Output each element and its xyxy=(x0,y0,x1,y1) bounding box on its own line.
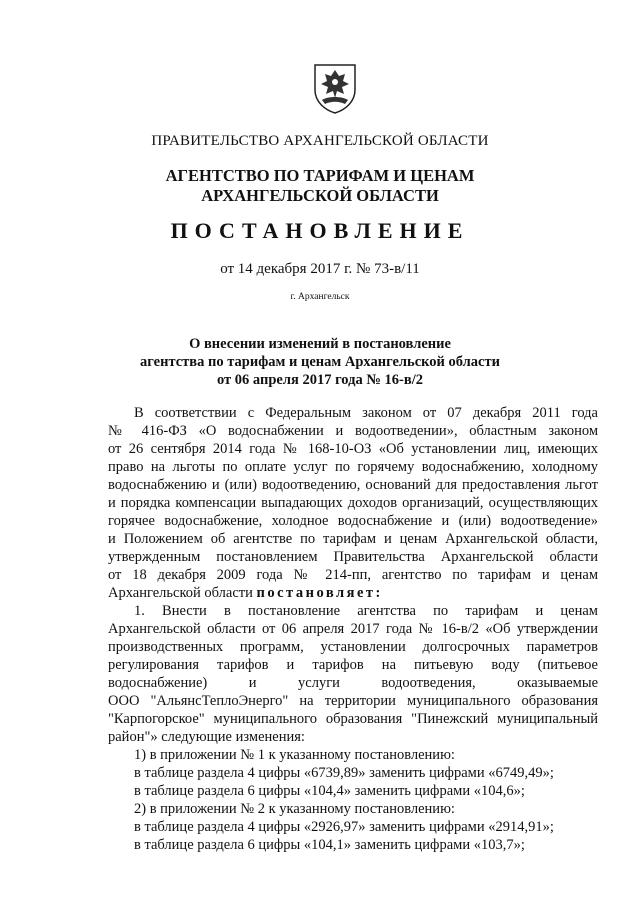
body-line: в таблице раздела 4 цифры «6739,89» заменить цифрами «6749,49»; xyxy=(134,765,554,781)
subject-line: от 06 апреля 2017 года № 16-в/2 xyxy=(217,372,423,388)
body-line: и порядка компенсации выпадающих доходов организаций, осуществляющих xyxy=(108,495,598,511)
body-line: район"» следующие изменения: xyxy=(108,729,305,745)
government-title: ПРАВИТЕЛЬСТВО АРХАНГЕЛЬСКОЙ ОБЛАСТИ xyxy=(151,133,489,149)
body-line: в таблице раздела 4 цифры «2926,97» заменить цифрами «2914,91»; xyxy=(134,819,554,835)
resolves-keyword: постановляет: xyxy=(256,585,383,601)
body-line: Архангельской области от 06 апреля 2017 года № 16-в/2 «Об утверждении xyxy=(108,621,598,637)
body-line: от 26 сентября 2014 года № 168-10-ОЗ «Об установлении лиц, имеющих xyxy=(108,441,598,457)
body-line-text: Архангельской области xyxy=(108,585,257,601)
body-line: в таблице раздела 6 цифры «104,1» заменить цифрами «103,7»; xyxy=(134,837,525,853)
date-and-number: от 14 декабря 2017 г. № 73-в/11 xyxy=(220,261,420,277)
body-line: горячее водоснабжение, холодное водоснабжение и (или) водоотведение» xyxy=(108,513,598,529)
body-line xyxy=(108,584,598,602)
agency-title-line: АРХАНГЕЛЬСКОЙ ОБЛАСТИ xyxy=(201,186,439,205)
body-line: водоснабжение) и услуги водоотведения, оказываемые xyxy=(108,675,598,691)
body-line: право на льготы по оплате услуг по горячему водоснабжению, холодному xyxy=(108,459,598,475)
agency-title-line: АГЕНТСТВО ПО ТАРИФАМ И ЦЕНАМ xyxy=(165,166,475,185)
body-line: № 416-ФЗ «О водоснабжении и водоотведении», областным законом xyxy=(108,423,598,439)
document-type: ПОСТАНОВЛЕНИЕ xyxy=(170,218,470,243)
body-line: В соответствии с Федеральным законом от 07 декабря 2011 года xyxy=(134,405,598,421)
city: г. Архангельск xyxy=(290,292,350,302)
subject-line: агентства по тарифам и ценам Архангельской области xyxy=(140,354,500,370)
body-line: и Положением об агентстве по тарифам и ценам Архангельской области, xyxy=(108,531,598,547)
body-line: ООО "АльянсТеплоЭнерго" на территории муниципального образования xyxy=(108,693,598,709)
body-line: "Карпогорское" муниципального образования "Пинежский муниципальный xyxy=(108,711,598,727)
body-line: утвержденным постановлением Правительства Архангельской области xyxy=(108,549,598,565)
subject-line: О внесении изменений в постановление xyxy=(189,336,451,352)
body-line: регулирования тарифов и тарифов на питьевую воду (питьевое xyxy=(108,657,598,673)
body-line: водоснабжению и (или) водоотведению, оснований для предоставления льгот xyxy=(108,477,598,493)
coat-of-arms-emblem xyxy=(312,62,358,114)
document-subject xyxy=(0,335,640,389)
body-line: 2) в приложении № 2 к указанному постановлению: xyxy=(134,801,455,817)
body-line: в таблице раздела 6 цифры «104,4» заменить цифрами «104,6»; xyxy=(134,783,525,799)
body-line: 1) в приложении № 1 к указанному постановлению: xyxy=(134,747,455,763)
body-line: от 18 декабря 2009 года № 214-пп, агентство по тарифам и ценам xyxy=(108,567,598,583)
body-line: 1. Внести в постановление агентства по тарифам и ценам xyxy=(134,603,598,619)
body-line: производственных программ, установлении долгосрочных параметров xyxy=(108,639,598,655)
agency-title xyxy=(0,166,640,206)
